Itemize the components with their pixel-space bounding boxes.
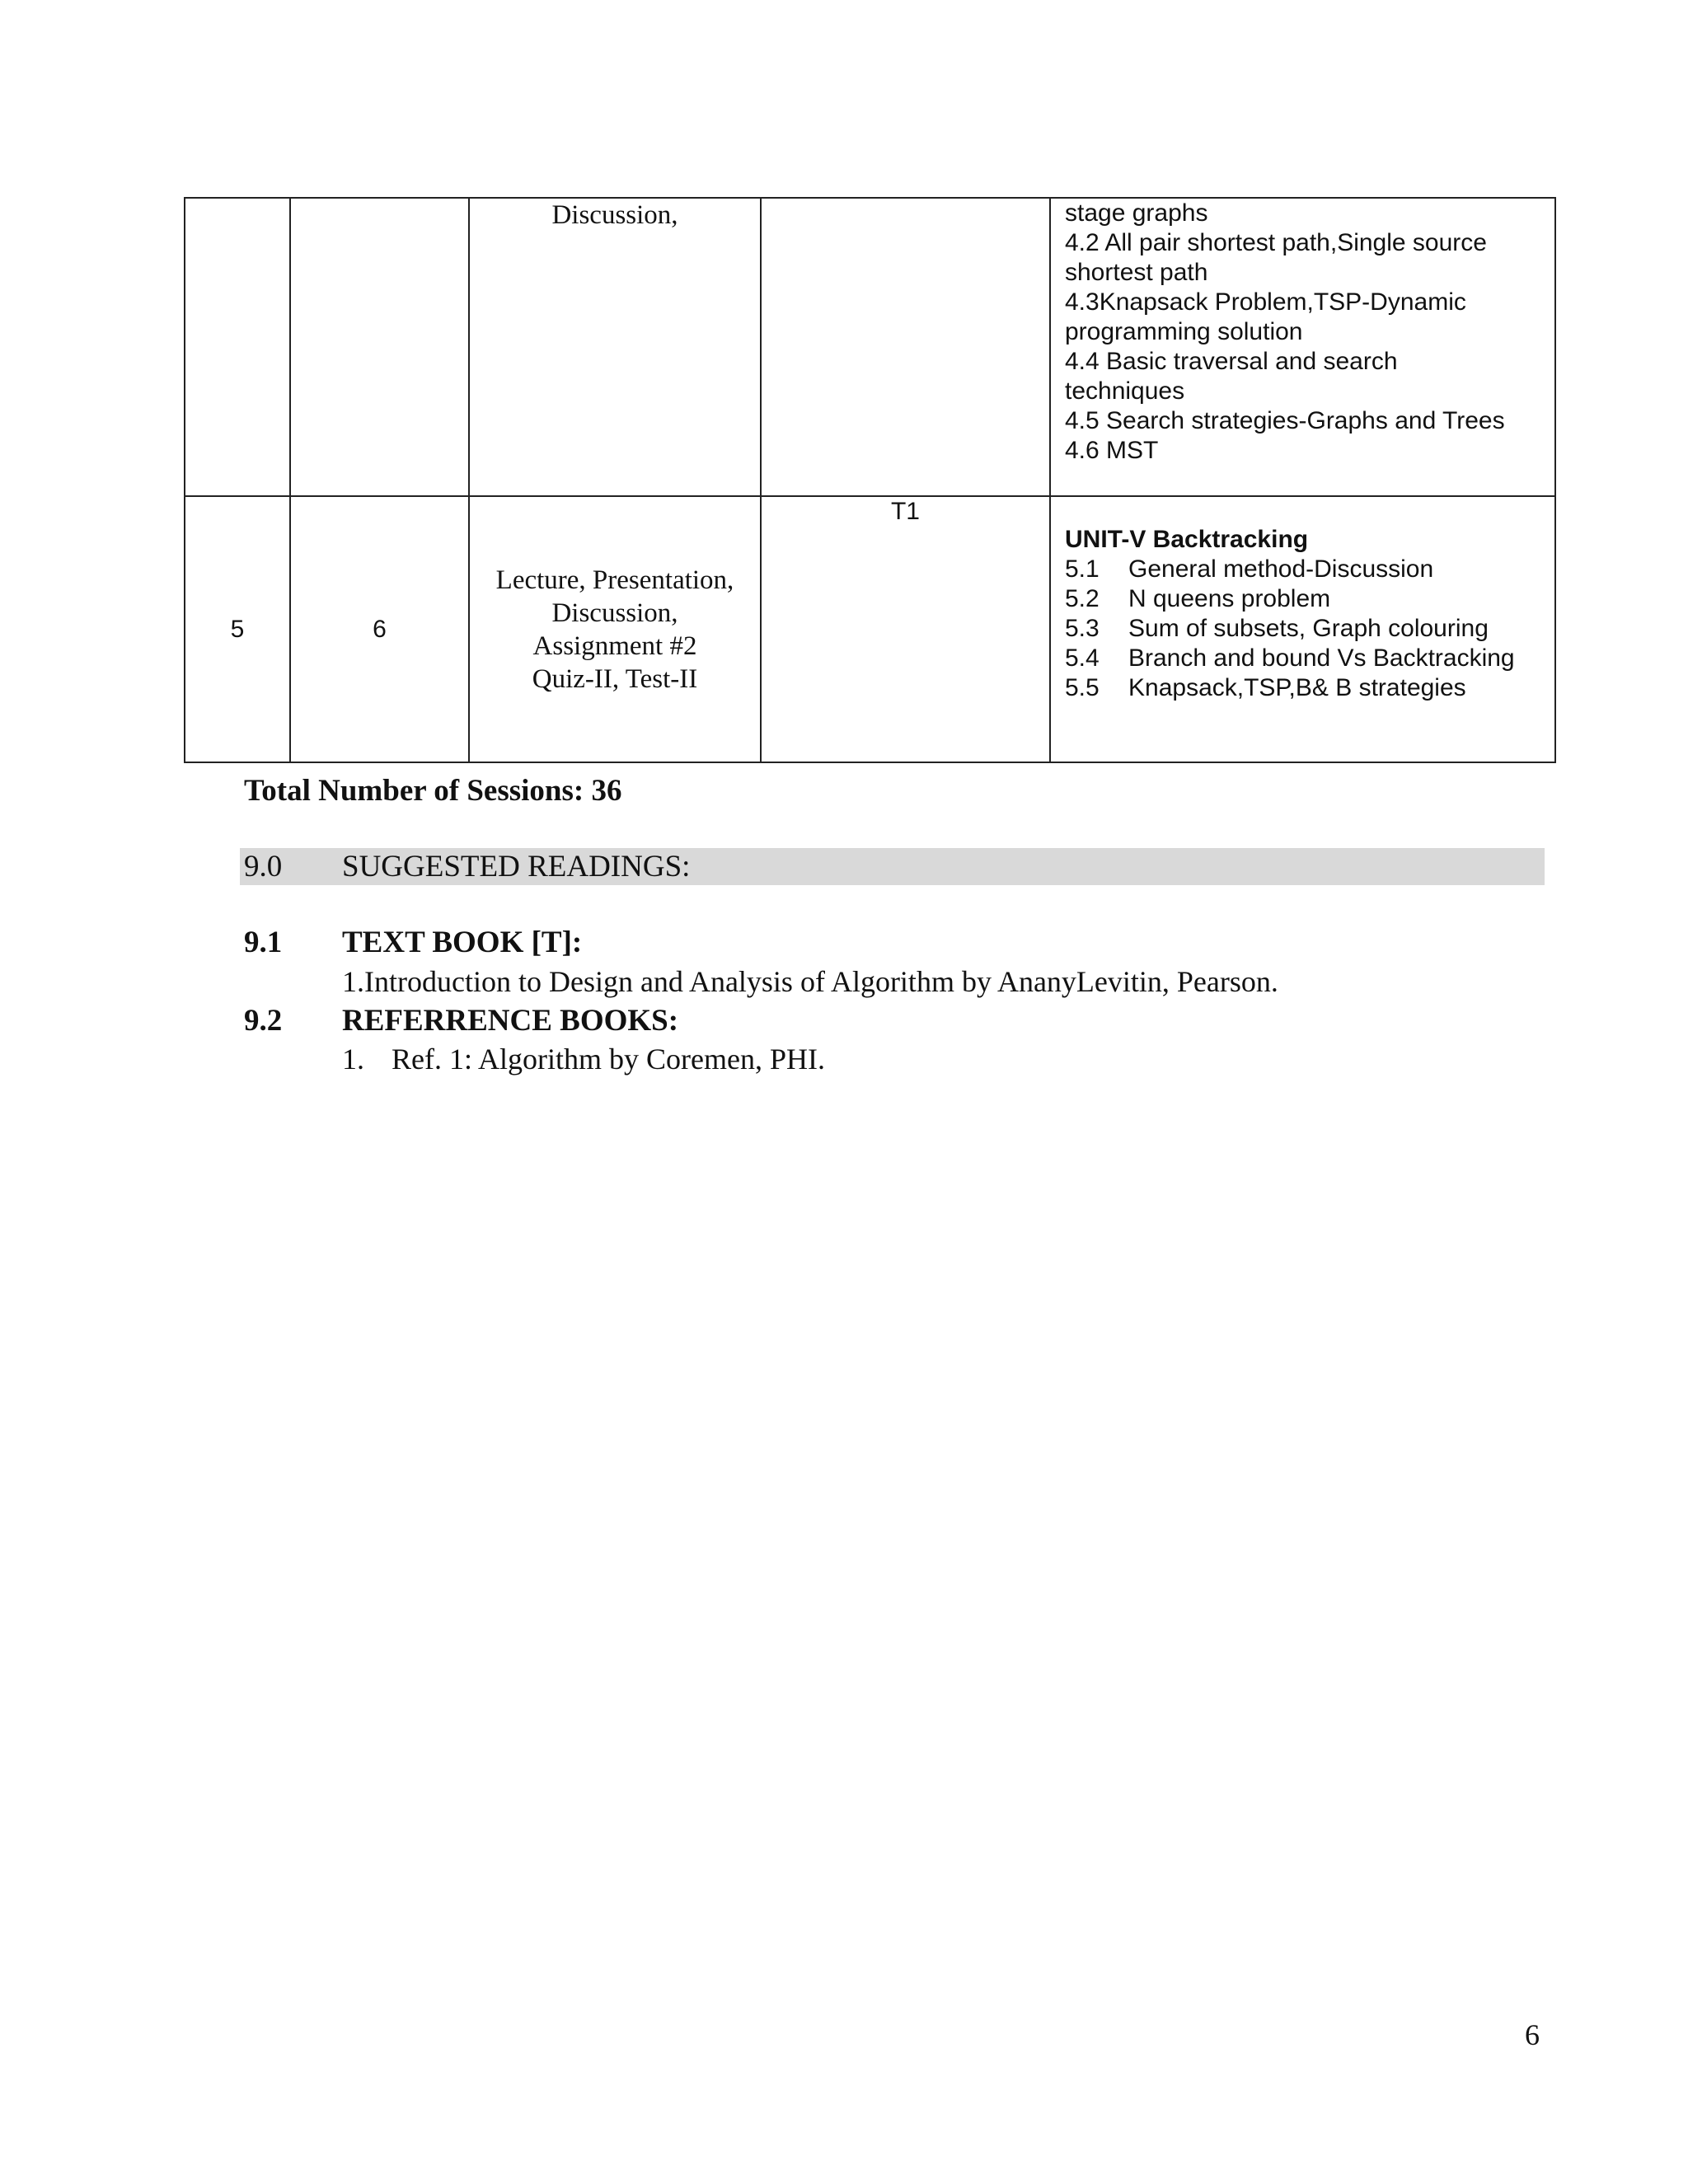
textbook-cell: T1 <box>761 496 1050 762</box>
section-number: 9.1 <box>244 926 283 959</box>
textbook-entry: 1.Introduction to Design and Analysis of Algorithm by AnanyLevitin, Pearson. <box>342 965 1278 998</box>
method-line: Discussion, <box>551 598 678 628</box>
section-title: TEXT BOOK [T]: <box>342 926 583 959</box>
method-line: Discussion, <box>551 200 678 230</box>
table-row <box>185 198 1555 496</box>
topic-line: 5.3 Sum of subsets, Graph colouring <box>1065 615 1489 642</box>
section-title: SUGGESTED READINGS: <box>342 850 691 883</box>
sessions-cell <box>290 198 469 496</box>
section-number: 9.2 <box>244 1004 283 1038</box>
topic-line: techniques <box>1065 377 1185 405</box>
topic-line: 4.4 Basic traversal and search <box>1065 348 1398 375</box>
unit-title: UNIT-V Backtracking <box>1065 526 1309 553</box>
topic-line: 5.2 N queens problem <box>1065 585 1331 612</box>
methods-cell <box>469 496 761 762</box>
reference-entry-number: 1. <box>342 1043 364 1076</box>
topic-line: 5.5 Knapsack,TSP,B& B strategies <box>1065 674 1466 701</box>
section-title: REFERRENCE BOOKS: <box>342 1004 679 1038</box>
method-line: Quiz-II, Test-II <box>532 663 698 694</box>
unit-cell <box>185 198 290 496</box>
reference-entry: Ref. 1: Algorithm by Coremen, PHI. <box>392 1043 825 1076</box>
topic-line: 4.5 Search strategies-Graphs and Trees <box>1065 407 1505 434</box>
sessions-cell: 6 <box>290 496 469 762</box>
topic-line: 4.6 MST <box>1065 437 1159 464</box>
topic-line: 5.4 Branch and bound Vs Backtracking <box>1065 644 1515 672</box>
topic-line: 4.2 All pair shortest path,Single source <box>1065 229 1487 256</box>
topic-line: 4.3Knapsack Problem,TSP-Dynamic <box>1065 288 1466 316</box>
unit-cell: 5 <box>185 496 290 762</box>
lesson-plan-table <box>184 197 1556 763</box>
topic-line: 5.1 General method-Discussion <box>1065 555 1434 583</box>
section-number: 9.0 <box>244 850 283 883</box>
topic-line: shortest path <box>1065 259 1208 286</box>
method-line: Assignment #2 <box>532 630 697 661</box>
method-line: Lecture, Presentation, <box>495 565 734 595</box>
topic-line: programming solution <box>1065 318 1303 345</box>
topics-cell <box>1050 198 1555 496</box>
topics-cell <box>1050 496 1555 762</box>
table-row <box>185 496 1555 762</box>
textbook-cell <box>761 198 1050 496</box>
topic-line: stage graphs <box>1065 199 1208 227</box>
total-sessions: Total Number of Sessions: 36 <box>244 774 622 808</box>
page-number: 6 <box>1525 2018 1540 2051</box>
methods-cell <box>469 198 761 496</box>
